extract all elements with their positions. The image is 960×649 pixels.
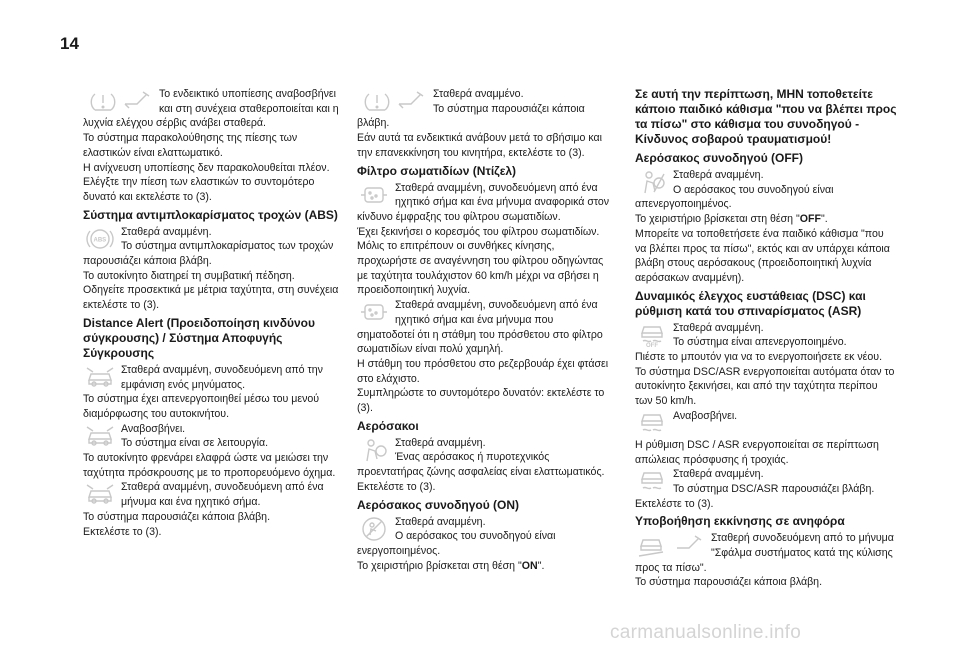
distance-alert-heading: Distance Alert (Προειδοποίηση κινδύνου σύγκρουσης) / Σύστημα Αποφυγής Σύγκρουσης — [83, 315, 315, 360]
rear-facing-seat-warning: Σε αυτή την περίπτωση, ΜΗΝ τοποθετείτε κάποιο παιδικό κάθισμα "που να βλέπει προς τα πίσω" στο κάθισμα του συνοδηγού - Κίνδυνος σοβαρού τραυματισμού! — [635, 87, 897, 146]
particulate-filter-icon — [359, 182, 389, 208]
tpms-entry — [83, 87, 339, 131]
abs-text-c: Το αυτοκίνητο διατηρεί τη συμβατική πέδηση. — [83, 269, 295, 282]
hill-start-text-a: Σταθερή συνοδευόμενη από το μήνυμα "Σφάλμα συστήματος κατά της κύλισης προς τα πίσω". — [635, 532, 894, 574]
fault-text-c: Εάν αυτά τα ενδεικτικά ανάβουν μετά το σβήσιμο και την επανεκκίνηση του κινητήρα, εκτελέστε το (3). — [357, 132, 602, 159]
hill-start-heading: Υποβοήθηση εκκίνησης σε ανηφόρα — [635, 514, 845, 529]
dpf-text-1b: Έχει ξεκινήσει ο κορεσμός του φίλτρου σωματιδίων. — [357, 225, 600, 238]
passenger-airbag-off-heading: Αερόσακος συνοδηγού (OFF) — [635, 151, 804, 165]
text-fragment: ". — [820, 213, 828, 226]
tpms-text-c: Η ανίχνευση υποπίεσης δεν παρακολουθείται πλέον. — [83, 161, 330, 174]
airbags-text-b: Ένας αερόσακος ή πυροτεχνικός προεντατήρας ζώνης ασφαλείας είναι ελαττωματικός. — [357, 451, 605, 479]
dpf-entry-1 — [357, 181, 613, 225]
collision-alert-icon — [85, 364, 115, 390]
dsc-asr-icon — [637, 410, 667, 436]
distance-alert-text-3c: Εκτελέστε το (3). — [83, 525, 162, 538]
tire-pressure-warning-icon — [85, 88, 153, 114]
dsc-asr-icon — [637, 468, 667, 494]
distance-alert-text-3a: Σταθερά αναμμένη, συνοδευόμενη από ένα μήνυμα και ένα ηχητικό σήμα. — [121, 481, 324, 509]
passenger-airbag-on-icon — [359, 516, 389, 542]
tire-pressure-warning-icon — [359, 88, 427, 114]
passenger-airbag-on-text-a: Σταθερά αναμμένη. — [395, 515, 486, 528]
dsc-text-1a: Σταθερά αναμμένη. — [673, 321, 764, 334]
column-3 — [635, 87, 897, 590]
text-fragment: Το χειριστήριο βρίσκεται στη θέση " — [357, 559, 522, 572]
dsc-text-1c: Πιέστε το μπουτόν για να το ενεργοποιήσετε εκ νέου. — [635, 351, 883, 364]
watermark: carmanualsonline.info — [610, 622, 802, 643]
passenger-airbag-on-entry — [357, 515, 613, 559]
dsc-text-2a: Αναβοσβήνει. — [673, 409, 738, 422]
tpms-text-b: Το σύστημα παρακολούθησης της πίεσης των ελαστικών είναι ελαττωματικό. — [83, 132, 298, 159]
abs-text-b: Το σύστημα αντιμπλοκαρίσματος των τροχών παρουσιάζει κάποια βλάβη. — [83, 240, 334, 268]
passenger-airbag-on-text-c — [357, 559, 613, 574]
text-fragment: Το χειριστήριο βρίσκεται στη θέση " — [635, 213, 800, 226]
dpf-entry-2 — [357, 298, 613, 357]
passenger-airbag-off-icon — [637, 169, 667, 195]
passenger-airbag-off-text-d: Μπορείτε να τοποθετήσετε ένα παιδικό κάθισμα "που να βλέπει προς τα πίσω", εκτός και αν υπάρχει κάποια βλάβη στους αερόσακους (προειδοποιητική λυχνία αερόσακων αναμμένη). — [635, 227, 890, 284]
dsc-entry-1 — [635, 321, 897, 350]
dpf-text-1a: Σταθερά αναμμένη, συνοδευόμενη από ένα ηχητικό σήμα και ένα μήνυμα αναφορικά στον κίνδυνο έμφραξης του φίλτρου σωματιδίων. — [357, 181, 610, 223]
dsc-text-3c: Εκτελέστε το (3). — [635, 497, 714, 510]
dsc-asr-heading: Δυναμικός έλεγχος ευστάθειας (DSC) και ρύθμιση κατά του σπιναρίσματος (ASR) — [635, 288, 866, 318]
airbags-text-c: Εκτελέστε το (3). — [357, 480, 436, 493]
abs-entry — [83, 225, 339, 269]
dpf-text-2b: Η στάθμη του πρόσθετου στο ρεζερβουάρ έχει φτάσει στο ελάχιστο. — [357, 357, 609, 385]
airbag-icon — [359, 437, 389, 463]
abs-text-a: Σταθερά αναμμένη. — [121, 225, 212, 238]
switch-position-on: ON — [521, 559, 538, 572]
tpms-text-a: Το ενδεικτικό υποπίεσης αναβοσβήνει και στη συνέχεια σταθεροποιείται και η λυχνία ελέγχου σέρβις ανάβει σταθερά. — [83, 88, 339, 130]
dsc-asr-icon — [637, 322, 667, 348]
hill-start-entry — [635, 531, 897, 575]
hill-start-text-b: Το σύστημα παρουσιάζει κάποια βλάβη. — [635, 576, 823, 589]
tpms-text-d: Ελέγξτε την πίεση των ελαστικών το συντομότερο δυνατό και εκτελέστε το (3). — [83, 176, 315, 203]
passenger-airbag-off-text-b: Ο αερόσακος του συνοδηγού είναι απενεργοποιημένος. — [635, 183, 834, 211]
particulate-filter-icon — [359, 299, 389, 325]
distance-alert-text-1b: Το σύστημα έχει απενεργοποιηθεί μέσω του μενού διαμόρφωσης του αυτοκινήτου. — [83, 393, 320, 420]
abs-heading: Σύστημα αντιμπλοκαρίσματος τροχών (ABS) — [83, 207, 338, 222]
dsc-entry-3 — [635, 467, 897, 496]
airbags-heading: Αερόσακοι — [357, 418, 419, 433]
dsc-text-1b: Το σύστημα είναι απενεργοποιημένο. — [673, 336, 847, 349]
passenger-airbag-off-text-a: Σταθερά αναμμένη. — [673, 169, 764, 181]
distance-alert-text-2c: Το αυτοκίνητο φρενάρει ελαφρά ώστε να μειώσει την ταχύτητα πρόσκρουσης με το προπορευόμενο όχημα. — [83, 452, 336, 479]
dsc-entry-2 — [635, 409, 897, 438]
hill-start-assist-icon — [637, 532, 705, 558]
column-2 — [357, 87, 613, 573]
text-fragment: ". — [537, 559, 545, 572]
passenger-airbag-off-entry — [635, 168, 897, 212]
dsc-text-3b: Το σύστημα DSC/ASR παρουσιάζει βλάβη. — [673, 482, 875, 495]
dpf-text-1c: Μόλις το επιτρέπουν οι συνθήκες κίνησης, προχωρήστε σε αναγέννηση του φίλτρου οδηγώντας με ταχύτητα τουλάχιστον 60 km/h μέχρι να σβήσει η προειδοποιητική λυχνία. — [357, 240, 604, 297]
svg-text:OFF: OFF — [646, 342, 658, 348]
airbags-text-a: Σταθερά αναμμένη. — [395, 436, 486, 449]
dpf-text-2c: Συμπληρώστε το συντομότερο δυνατόν: εκτελέστε το (3). — [357, 387, 605, 415]
fault-text-a: Σταθερά αναμμένο. — [433, 88, 524, 100]
collision-alert-icon — [85, 481, 115, 507]
distance-alert-text-2a: Αναβοσβήνει. — [121, 422, 186, 435]
dsc-text-2b: Η ρύθμιση DSC / ASR ενεργοποιείται σε περίπτωση απώλειας πρόσφυσης ή τροχιάς. — [635, 438, 879, 466]
svg-text:ABS: ABS — [93, 237, 107, 244]
fault-entry — [357, 87, 613, 131]
passenger-airbag-on-text-b: Ο αερόσακος του συνοδηγού είναι ενεργοποιημένος. — [357, 530, 556, 557]
abs-warning-icon — [85, 226, 115, 252]
distance-alert-entry-3 — [83, 480, 339, 509]
airbags-entry — [357, 436, 613, 480]
dsc-text-3a: Σταθερά αναμμένη. — [673, 468, 764, 481]
collision-alert-icon — [85, 423, 115, 449]
column-1 — [83, 87, 339, 539]
distance-alert-text-1a: Σταθερά αναμμένη, συνοδευόμενη από την εμφάνιση ενός μηνύματος. — [121, 363, 323, 391]
switch-position-off: OFF — [799, 213, 821, 226]
passenger-airbag-off-text-c — [635, 212, 897, 227]
fault-text-b: Το σύστημα παρουσιάζει κάποια βλάβη. — [357, 102, 585, 130]
passenger-airbag-on-heading: Αερόσακος συνοδηγού (ON) — [357, 497, 520, 512]
distance-alert-text-2b: Το σύστημα είναι σε λειτουργία. — [121, 437, 269, 450]
distance-alert-text-3b: Το σύστημα παρουσιάζει κάποια βλάβη. — [83, 510, 271, 523]
distance-alert-entry-1 — [83, 363, 339, 392]
distance-alert-entry-2 — [83, 422, 339, 451]
dpf-heading: Φίλτρο σωματιδίων (Ντίζελ) — [357, 163, 517, 178]
dpf-text-2a: Σταθερά αναμμένη, συνοδευόμενη από ένα ηχητικό σήμα και ένα μήνυμα που σηματοδοτεί ότι η στάθμη του πρόσθετου στο φίλτρο σωματιδίων είναι πολύ χαμηλή. — [357, 299, 603, 356]
abs-text-d: Οδηγείτε προσεκτικά με μέτρια ταχύτητα, στη συνέχεια εκτελέστε το (3). — [83, 284, 339, 312]
dsc-text-1d: Το σύστημα DSC/ASR ενεργοποιείται αυτόματα όταν το αυτοκίνητο ξεκινήσει, και από την ταχύτητα περίπου των 50 km/h. — [635, 365, 895, 408]
page-number: 14 — [60, 34, 79, 53]
